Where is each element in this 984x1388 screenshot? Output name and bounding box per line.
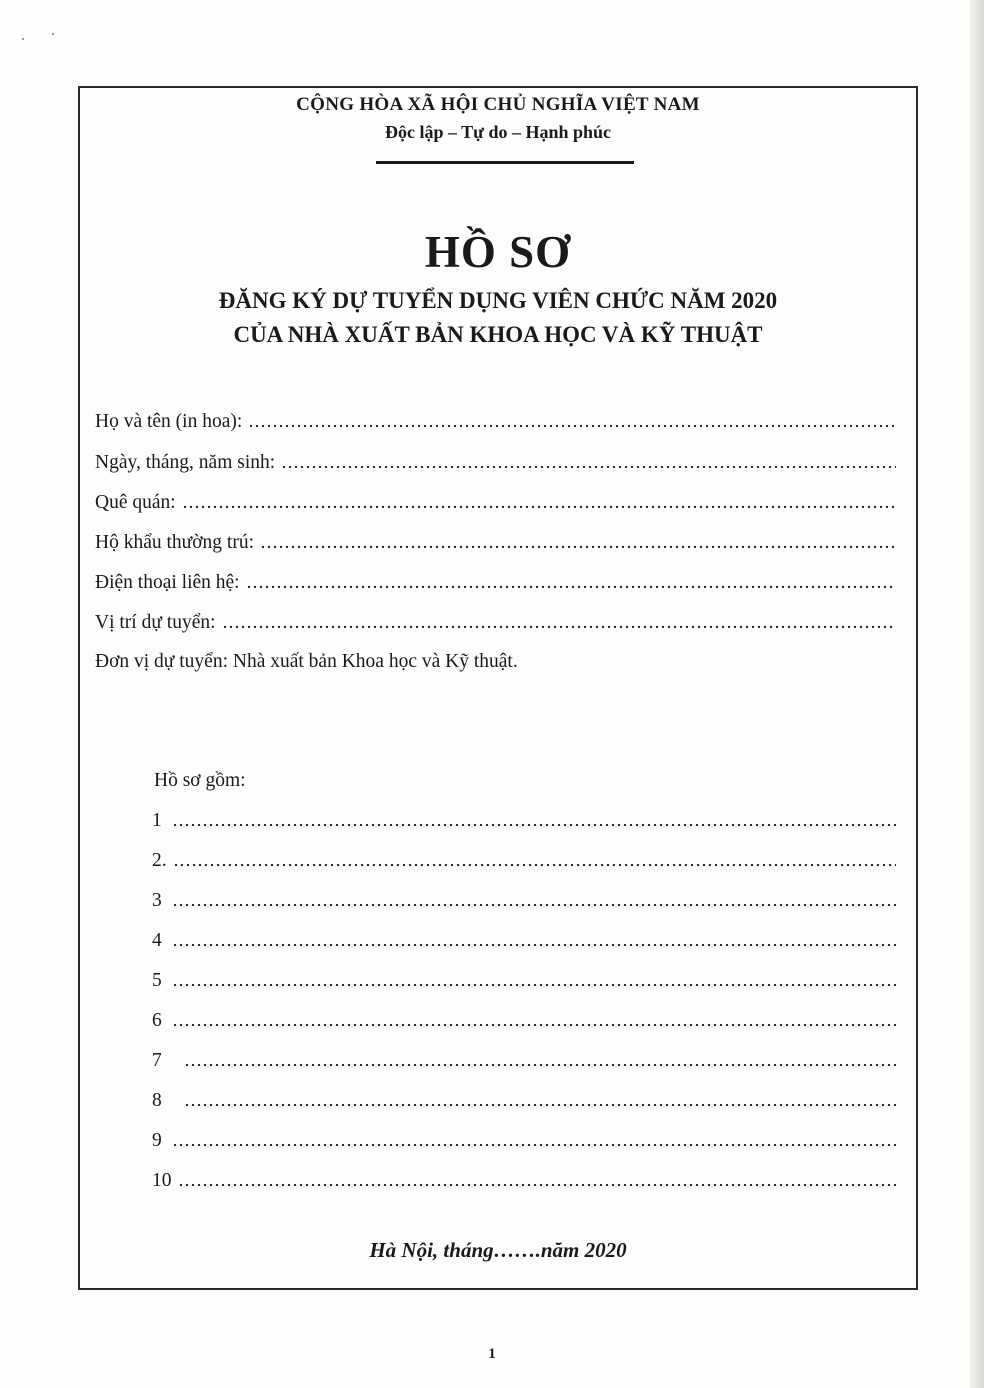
document-item [152, 1130, 896, 1156]
fill-in-line[interactable] [172, 810, 896, 826]
field-hometown [95, 492, 896, 518]
fill-in-line[interactable] [172, 1010, 896, 1026]
fill-in-line[interactable] [172, 970, 896, 986]
item-number: 2. [152, 850, 167, 871]
field-label: Quê quán: [95, 492, 176, 513]
scan-speck [52, 33, 54, 35]
fill-in-line[interactable] [281, 452, 896, 468]
field-phone [95, 572, 896, 598]
item-number: 6 [152, 1010, 162, 1031]
document-item [152, 1010, 896, 1036]
document-item [152, 810, 896, 836]
field-label: Đơn vị dự tuyển: Nhà xuất bản Khoa học và Kỹ thuật. [95, 651, 518, 672]
fill-in-line[interactable] [182, 492, 896, 508]
fill-in-line[interactable] [172, 1130, 896, 1146]
field-label: Điện thoại liên hệ: [95, 572, 240, 593]
item-number: 5 [152, 970, 162, 991]
document-item [152, 1090, 896, 1116]
field-permanent-residence [95, 532, 896, 558]
document-item [152, 970, 896, 996]
fill-in-line[interactable] [172, 890, 896, 906]
fill-in-line[interactable] [222, 612, 896, 628]
document-item [152, 890, 896, 916]
document-title: HỒ SƠ [424, 227, 572, 277]
national-motto: Độc lập – Tự do – Hạnh phúc [384, 122, 612, 142]
document-subtitle-line-1: ĐĂNG KÝ DỰ TUYỂN DỤNG VIÊN CHỨC NĂM 2020 [218, 288, 778, 313]
documents-heading: Hồ sơ gồm: [154, 770, 246, 791]
national-title: CỘNG HÒA XÃ HỘI CHỦ NGHĨA VIỆT NAM [296, 94, 700, 115]
fill-in-line[interactable] [178, 1170, 897, 1186]
item-number: 1 [152, 810, 162, 831]
document-subtitle-line-2: CỦA NHÀ XUẤT BẢN KHOA HỌC VÀ KỸ THUẬT [233, 322, 763, 347]
page-edge-shadow [970, 0, 984, 1388]
fill-in-line[interactable] [184, 1090, 896, 1106]
fill-in-line[interactable] [260, 532, 896, 548]
field-full-name [95, 411, 896, 437]
field-label: Họ và tên (in hoa): [95, 411, 243, 432]
header-divider [376, 161, 634, 164]
fill-in-line[interactable] [248, 411, 896, 427]
document-item [152, 930, 896, 956]
document-item [152, 850, 896, 876]
document-item [152, 1050, 896, 1076]
fill-in-line[interactable] [173, 850, 896, 866]
item-number: 4 [152, 930, 162, 951]
item-number: 10 [152, 1170, 172, 1191]
item-number: 9 [152, 1130, 162, 1151]
fill-in-line[interactable] [246, 572, 896, 588]
field-label: Vị trí dự tuyển: [95, 612, 216, 633]
item-number: 8 [152, 1090, 162, 1111]
field-position [95, 612, 896, 638]
field-label: Ngày, tháng, năm sinh: [95, 452, 276, 473]
field-unit [95, 651, 896, 677]
document-item [152, 1170, 896, 1196]
field-date-of-birth [95, 452, 896, 478]
field-label: Hộ khẩu thường trú: [95, 532, 254, 553]
page-number: 1 [488, 1346, 496, 1362]
fill-in-line[interactable] [172, 930, 896, 946]
scan-speck [22, 38, 24, 40]
place-and-date: Hà Nội, tháng…….năm 2020 [369, 1238, 627, 1262]
fill-in-line[interactable] [184, 1050, 896, 1066]
document-frame [78, 86, 918, 1290]
item-number: 3 [152, 890, 162, 911]
item-number: 7 [152, 1050, 162, 1071]
